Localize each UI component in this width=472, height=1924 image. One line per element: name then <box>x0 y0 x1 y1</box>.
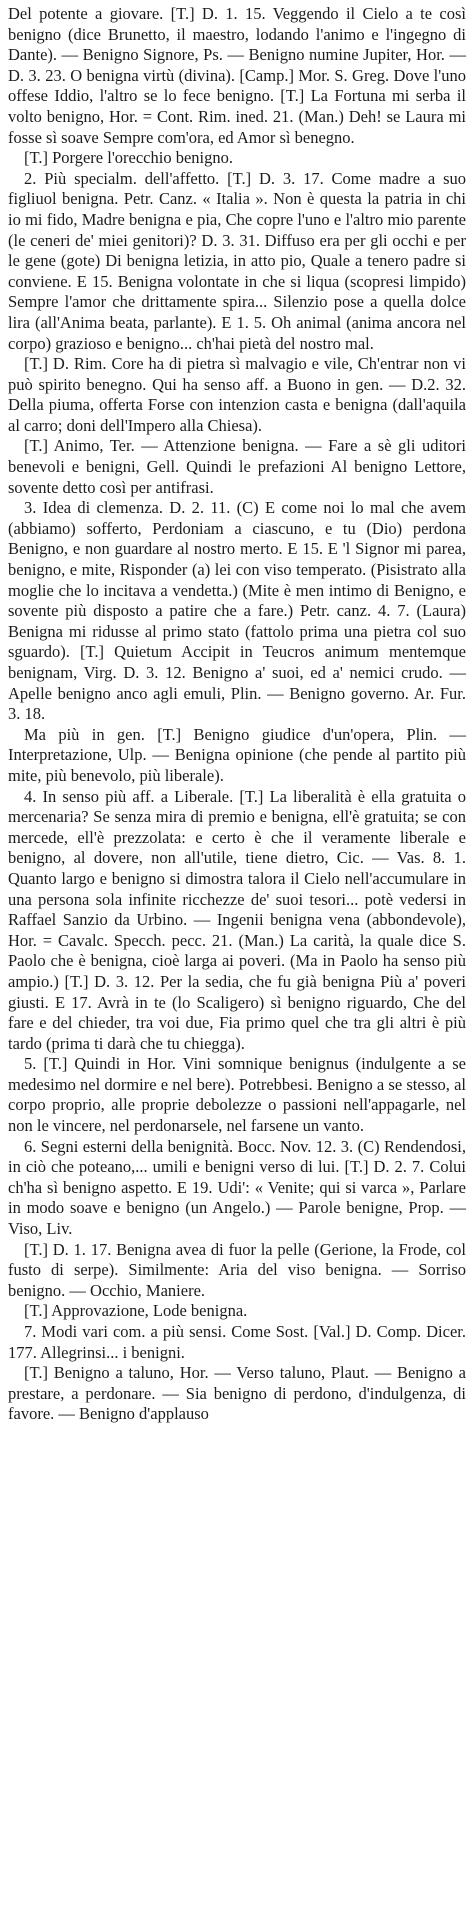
entry-paragraph: 7. Modi vari com. a più sensi. Come Sost. [Val.] D. Comp. Dicer. 177. Allegrinsi... i benigni. <box>8 1322 466 1362</box>
entry-paragraph: [T.] D. 1. 17. Benigna avea di fuor la pelle (Gerione, la Frode, col fusto di serpe). Similmente: Aria del viso benigna. — Sorriso benigno. — Occhio, Maniere. <box>8 1239 466 1300</box>
entry-paragraph: Del potente a giovare. [T.] D. 1. 15. Veggendo il Cielo a te così benigno (dice Brunetto, il maestro, lodando l'animo e l'ingegno di Dante). — Benigno Signore, Ps. — Benigno numine Jupiter, Hor. — D. 3. 23. O benigna virtù (divina). [Camp.] Mor. S. Greg. Dove l'uno offese Iddio, l'altro se lo fece benigno. [T.] La Fortuna mi serba il volto benigno, Hor. = Cont. Rim. ined. 21. (Man.) Deh! se Laura mi fosse sì soave Sempre com'ora, ed Amor sì benegno. <box>8 4 466 147</box>
dictionary-entry-benigno <box>8 4 466 1425</box>
entry-paragraph: Ma più in gen. [T.] Benigno giudice d'un'opera, Plin. — Interpretazione, Ulp. — Benigna opinione (che pende al partito più mite, più benevolo, più liberale). <box>8 724 466 785</box>
entry-paragraph: 4. In senso più aff. a Liberale. [T.] La liberalità è ella gratuita o mercenaria? Se senza mira di premio e benigna, ell'è gratuita; se con mercede, ell'è prezzolata: e certo è che il veramente liberale e benigno, al dovere, non all'utile, tiene dietro, Cic. — Vas. 8. 1. Quanto largo e benigno si dimostra talora il Cielo nell'accumulare in una persona sola infinite ricchezze de' suoi tesori... potè vedersi in Raffael Sanzio da Urbino. — Ingenii benigna vena (abbondevole), Hor. = Cavalc. Specch. pecc. 21. (Man.) La carità, la quale dice S. Paolo che è benigna, cioè larga ai poveri. (Ma in Paolo ha senso più ampio.) [T.] D. 3. 12. Per la sedia, che fu già benigna Più a' poveri giusti. E 17. Avrà in te (lo Scaligero) sì benigno riguardo, Che del fare e del chieder, tra voi due, Fia primo quel che tra gli altri è più tardo (prima ti darà che tu chiegga). <box>8 786 466 1053</box>
entry-paragraph: [T.] D. Rim. Core ha di pietra sì malvagio e vile, Ch'entrar non vi può spirito benegno. Qui ha senso aff. a Buono in gen. — D.2. 32. Della piuma, offerta Forse con intenzion casta e benigna (dall'aquila al carro; doni dell'Impero alla Chiesa). <box>8 354 466 435</box>
entry-paragraph: [T.] Porgere l'orecchio benigno. <box>24 148 233 168</box>
entry-paragraph: 3. Idea di clemenza. D. 2. 11. (C) E come noi lo mal che avem (abbiamo) sofferto, Perdoniam a ciascuno, e tu (Dio) perdona Benigno, e non guardare al nostro merto. E 15. E 'l Signor mi parea, benigno, e mite, Risponder (a) lei con viso temperato. (Pisistrato alla moglie che lo incitava a vendetta.) (Mite è men intimo di Benigno, e sovente più disposto a patire che a fare.) Petr. canz. 4. 7. (Laura) Benigna mi ridusse al primo stato (fattolo prima una pietra col suo sguardo). [T.] Quietum Accipit in Teucros animum mentemque benignam, Virg. D. 3. 12. Benigno a' suoi, ed a' nemici crudo. — Apelle benigno anco agli emuli, Plin. — Benigno governo. Ar. Fur. 3. 18. <box>8 498 466 724</box>
entry-paragraph: [T.] Animo, Ter. — Attenzione benigna. — Fare a sè gli uditori benevoli e benigni, Gell. Quindi le prefazioni Al benigno Lettore, sovente detto così per antifrasi. <box>8 436 466 497</box>
entry-paragraph: [T.] Benigno a taluno, Hor. — Verso taluno, Plaut. — Benigno a prestare, a perdonare. — Sia benigno di perdono, d'indulgenza, di favore. — Benigno d'applauso <box>8 1363 466 1424</box>
entry-paragraph: 6. Segni esterni della benignità. Bocc. Nov. 12. 3. (C) Rendendosi, in ciò che poteano,... umili e benigni verso di lui. [T.] D. 2. 7. Colui ch'ha sì benigno aspetto. E 19. Udi': « Venite; qui si varca », Parlare in modo soave e benigno (un Angelo.) — Parole benigne, Prop. — Viso, Liv. <box>8 1136 466 1239</box>
entry-paragraph: 2. Più specialm. dell'affetto. [T.] D. 3. 17. Come madre a suo figliuol benigna. Petr. Canz. « Italia ». Non è questa la patria in chi io mi fido, Madre benigna e pia, Che copre l'uno e l'altro mio parente (le ceneri de' miei genitori)? D. 3. 31. Diffuso era per gli occhi e per le gene (gote) Di benigna letizia, in atto pio, Quale a tenero padre si conviene. E 15. Benigna volontate in che si liqua (scopresi limpido) Sempre l'amor che drittamente spira... Silenzio pose a quella dolce lira (all'Anima beata, parlante). E 1. 5. Oh animal (anima ancora nel corpo) grazioso e benigno... ch'hai pietà del nostro mal. <box>8 168 466 353</box>
entry-paragraph: [T.] Approvazione, Lode benigna. <box>24 1301 248 1321</box>
entry-paragraph: 5. [T.] Quindi in Hor. Vini somnique benignus (indulgente a se medesimo nel dormire e nel bere). Potrebbesi. Benigno a se stesso, al corpo proprio, alle proprie debolezze o passioni nell'appagarle, nel non le vincere, nel perdonarsele, nel farsene un vanto. <box>8 1054 466 1136</box>
